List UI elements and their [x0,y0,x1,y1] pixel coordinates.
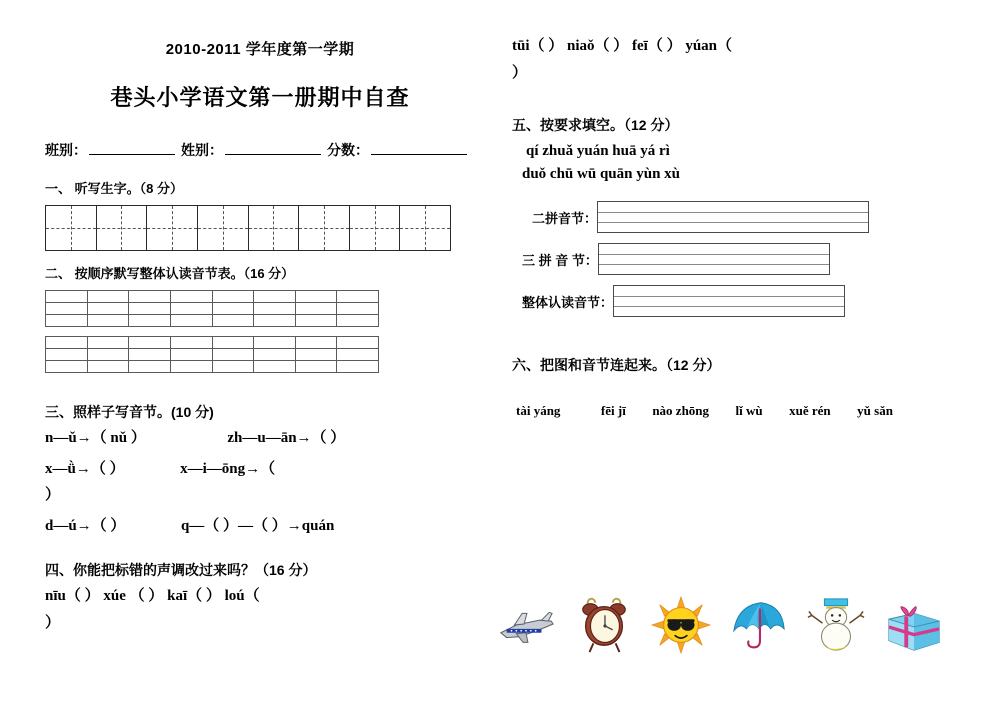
dictation-grid[interactable] [45,205,451,251]
paren-continuation: ） [512,64,528,81]
paren-continuation: ） [45,614,61,631]
class-field-label: 班别： [45,142,87,158]
section-four-row-2[interactable] [512,38,972,55]
table-cell[interactable] [170,361,212,373]
table-cell[interactable] [46,291,88,303]
matching-word-fei-ji[interactable]: fēi jī [600,403,626,418]
snowman-icon[interactable] [805,596,867,654]
table-cell[interactable] [129,349,171,361]
airplane-icon[interactable] [495,596,557,654]
syllable-item-right[interactable]: zh—u—ān→（ ） [227,430,346,446]
grid-cell[interactable] [46,206,97,250]
table-cell[interactable] [46,303,88,315]
table-cell[interactable] [295,315,337,327]
name-field-label: 姓别： [181,142,223,158]
table-cell[interactable] [170,349,212,361]
table-cell[interactable] [170,337,212,349]
right-column [512,38,972,419]
rule-line [614,296,844,297]
rule-line [598,222,868,223]
name-field-input[interactable] [225,141,321,155]
matching-word-yu-san[interactable]: yǔ sǎn [857,403,893,418]
academic-year-line: 2010-2011 学年度第一学期 [165,41,355,58]
tone-correction-items-left[interactable]: nīu（ ） xúe （ ） kaī（ ） loú（ [45,588,260,604]
table-cell[interactable] [295,349,337,361]
rule-line [599,264,829,265]
grid-cell[interactable] [400,206,451,250]
section-four-row-1-cont [45,615,475,632]
syllable-item-left[interactable]: d—ú→（ ） [45,517,126,534]
three-letter-syllable-row [512,243,972,275]
table-cell[interactable] [129,291,171,303]
umbrella-icon[interactable] [728,596,790,654]
syllable-item-right[interactable]: x—i—ōng→（ [180,460,276,477]
table-row[interactable] [46,349,379,361]
table-cell[interactable] [46,361,88,373]
table-cell[interactable] [46,349,88,361]
syllable-item-left[interactable]: n—ǔ→（ nǔ ） [45,430,146,446]
grid-cell[interactable] [350,206,401,250]
student-info-line [45,140,475,160]
rule-line [598,212,868,213]
matching-word-li-wu[interactable]: lǐ wù [735,403,763,418]
matching-picture-row [495,592,945,654]
table-cell[interactable] [212,291,254,303]
section-four-row-2-cont [512,65,972,82]
table-cell[interactable] [295,361,337,373]
two-letter-syllable-label: 二拼音节： [532,210,598,226]
table-cell[interactable] [170,315,212,327]
grid-cell[interactable] [198,206,249,250]
rule-line [614,306,844,307]
two-letter-syllable-row [512,201,972,233]
table-row[interactable] [46,337,379,349]
table-cell[interactable] [129,315,171,327]
matching-word-xue-ren[interactable]: xuě rén [789,403,831,418]
table-cell[interactable] [337,349,379,361]
table-cell[interactable] [87,349,129,361]
table-cell[interactable] [129,303,171,315]
table-cell[interactable] [87,361,129,373]
matching-words-row [512,403,972,419]
alarm-clock-icon[interactable] [573,596,635,654]
rule-line [599,254,829,255]
class-field-input[interactable] [89,141,175,155]
whole-syllable-row [512,285,972,317]
section-five-heading: 五、按要求填空。（12 分） [512,117,679,133]
table-cell[interactable] [254,349,296,361]
section-three-heading: 三、照样子写音节。(10 分) [45,404,214,420]
section-three-row-2[interactable] [45,461,475,478]
table-cell[interactable] [337,303,379,315]
gift-box-icon[interactable] [883,596,945,654]
score-field-label: 分数： [327,142,369,158]
grid-cell[interactable] [299,206,350,250]
matching-word-tai-yang[interactable]: tài yáng [516,403,561,418]
whole-syllable-label: 整体认读音节： [522,294,614,310]
two-letter-syllable-answerbox[interactable] [597,201,869,233]
table-cell[interactable] [212,303,254,315]
section-four-row-1[interactable] [45,588,475,605]
table-row[interactable] [46,291,379,303]
grid-cell[interactable] [97,206,148,250]
section-three-row-2-cont [45,487,475,504]
syllable-table-one-wrap [45,290,475,327]
page-title: 巷头小学语文第一册期中自查 [110,85,410,110]
syllable-item-left[interactable]: x—ǜ→（ ） [45,460,125,477]
table-cell[interactable] [254,315,296,327]
three-letter-syllable-answerbox[interactable] [598,243,830,275]
table-cell[interactable] [170,303,212,315]
table-cell[interactable] [254,337,296,349]
sun-icon[interactable] [650,596,712,654]
table-cell[interactable] [337,291,379,303]
table-cell[interactable] [87,303,129,315]
syllable-item-right[interactable]: q—（ ）—（ ）→quán [180,517,335,534]
table-cell[interactable] [212,337,254,349]
table-cell[interactable] [212,349,254,361]
paren-continuation: ） [45,487,61,503]
table-cell[interactable] [170,291,212,303]
table-cell[interactable] [129,337,171,349]
table-cell[interactable] [87,337,129,349]
table-cell[interactable] [87,315,129,327]
table-cell[interactable] [254,303,296,315]
three-letter-syllable-label: 三 拼 音 节： [522,252,598,268]
wordbank-line-2: duǒ chū wū quān yùn xù [522,166,681,182]
syllable-table-two-wrap [45,336,475,373]
section-three-row-1[interactable] [45,430,475,447]
wordbank-line-1: qí zhuǎ yuán huā yá rì [526,143,670,159]
table-cell[interactable] [295,337,337,349]
section-six-heading: 六、把图和音节连起来。（12 分） [512,357,721,373]
table-cell[interactable] [295,303,337,315]
matching-word-nao-zhong[interactable]: nào zhōng [652,403,710,418]
table-cell[interactable] [337,315,379,327]
table-cell[interactable] [337,337,379,349]
section-four-heading: 四、你能把标错的声调改过来吗？（16 分） [45,562,317,578]
table-row[interactable] [46,315,379,327]
whole-syllable-answerbox[interactable] [613,285,845,317]
section-three-row-3[interactable] [45,518,475,535]
table-row[interactable] [46,303,379,315]
grid-cell[interactable] [249,206,300,250]
table-cell[interactable] [212,315,254,327]
table-row[interactable] [46,361,379,373]
syllable-table-two[interactable] [45,336,379,373]
table-cell[interactable] [129,361,171,373]
table-cell[interactable] [212,361,254,373]
table-cell[interactable] [46,337,88,349]
grid-cell[interactable] [147,206,198,250]
table-cell[interactable] [46,315,88,327]
table-cell[interactable] [254,291,296,303]
table-cell[interactable] [295,291,337,303]
tone-correction-items-right[interactable]: tūi（ ） niaǒ（ ） feī（ ） yúan（ [512,38,733,54]
score-field-input[interactable] [371,141,467,155]
table-cell[interactable] [254,361,296,373]
section-one-heading: 一、 听写生字。（8 分） [45,181,183,196]
left-column [45,38,475,645]
syllable-table-one[interactable] [45,290,379,327]
table-cell[interactable] [337,361,379,373]
section-two-heading: 二、 按顺序默写整体认读音节表。（16 分） [45,266,295,281]
table-cell[interactable] [87,291,129,303]
